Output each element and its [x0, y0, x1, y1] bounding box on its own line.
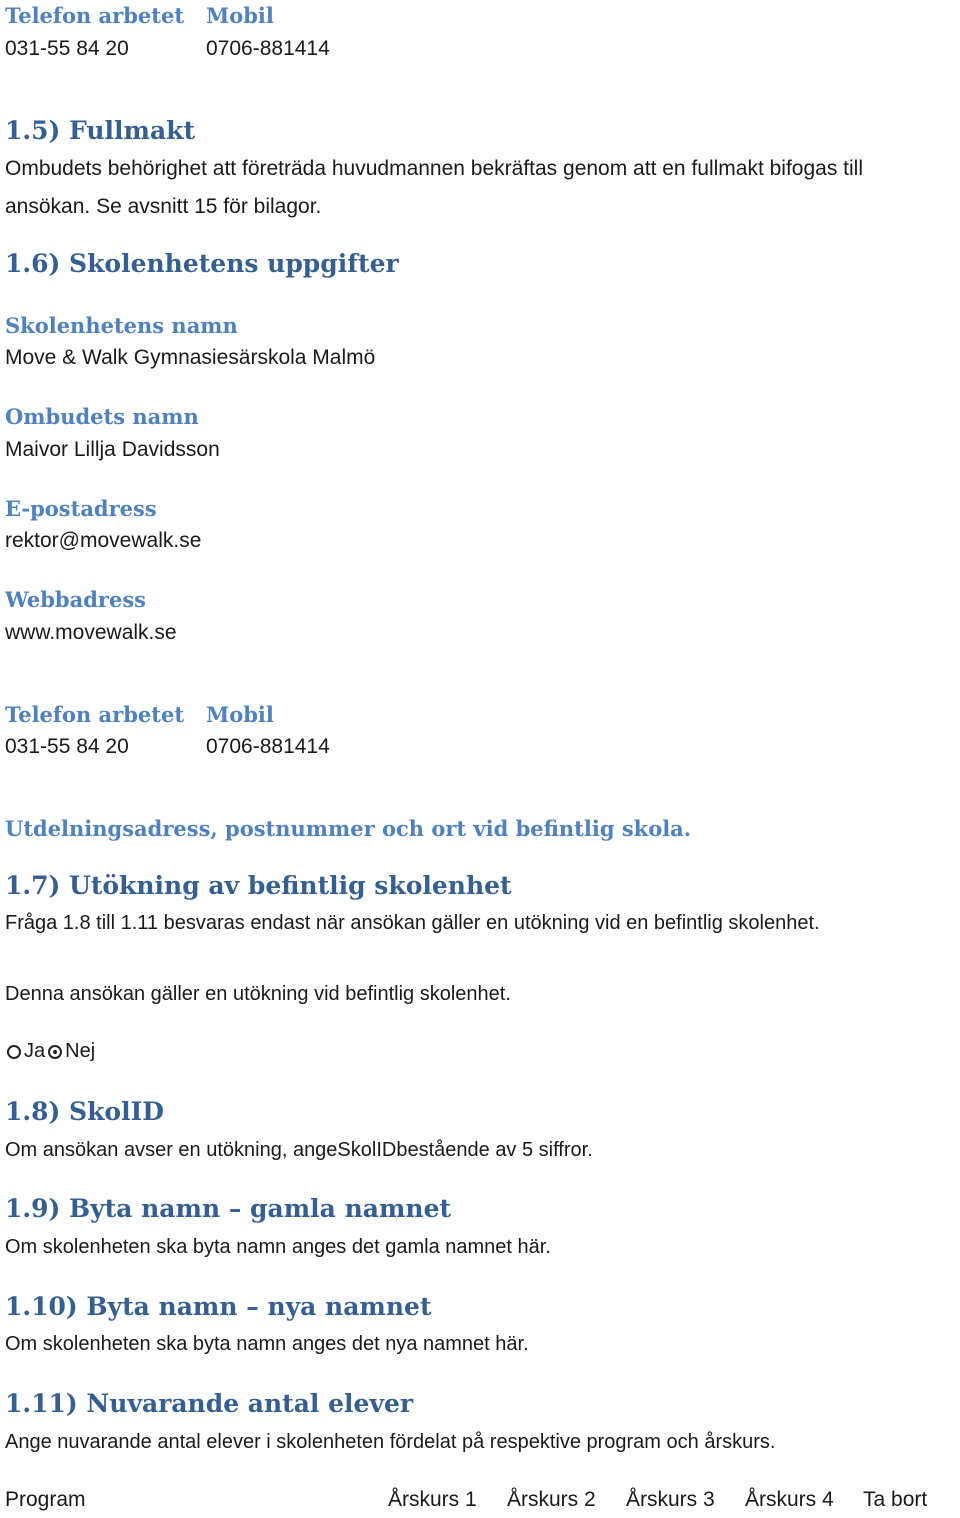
- email-label: E-postadress: [5, 496, 157, 521]
- section-heading-1-5: 1.5) Fullmakt: [5, 116, 196, 145]
- address-label: Utdelningsadress, postnummer och ort vid befintlig skola.: [5, 816, 692, 841]
- school-name-value: Move & Walk Gymnasiesärskola Malmö: [5, 346, 376, 369]
- phone-work-value-2: 031-55 84 20: [5, 735, 129, 758]
- section-heading-1-11: 1.11) Nuvarande antal elever: [5, 1389, 414, 1418]
- expansion-question: Denna ansökan gäller en utökning vid befintlig skolenhet.: [5, 983, 511, 1005]
- radio-no-label: Nej: [65, 1040, 96, 1062]
- radio-no[interactable]: [48, 1045, 62, 1059]
- section-heading-1-6: 1.6) Skolenhetens uppgifter: [5, 249, 399, 278]
- table-header-arskurs-4: Årskurs 4: [745, 1488, 834, 1511]
- section-heading-1-9: 1.9) Byta namn – gamla namnet: [5, 1194, 452, 1223]
- mobile-value-2: 0706-881414: [206, 735, 330, 758]
- section-heading-1-8: 1.8) SkolID: [5, 1097, 164, 1126]
- section-heading-1-7: 1.7) Utökning av befintlig skolenhet: [5, 871, 512, 900]
- table-header-arskurs-3: Årskurs 3: [626, 1488, 715, 1511]
- expansion-note: Fråga 1.8 till 1.11 besvaras endast när ansökan gäller en utökning vid en befintlig skolenhet.: [5, 912, 820, 934]
- mobile-label: Mobil: [206, 3, 274, 28]
- fullmakt-text-line-2: ansökan. Se avsnitt 15 för bilagor.: [5, 195, 322, 218]
- student-count-text: Ange nuvarande antal elever i skolenheten fördelat på respektive program och årskurs.: [5, 1431, 776, 1453]
- section-heading-1-10: 1.10) Byta namn – nya namnet: [5, 1292, 432, 1321]
- agent-name-value: Maivor Lillja Davidsson: [5, 438, 220, 461]
- radio-yes-label: Ja: [24, 1040, 46, 1062]
- agent-name-label: Ombudets namn: [5, 404, 199, 429]
- expansion-radio-group: [7, 1040, 95, 1063]
- table-header-remove: Ta bort: [863, 1488, 928, 1511]
- email-value: rektor@movewalk.se: [5, 529, 202, 552]
- phone-work-label-2: Telefon arbetet: [5, 702, 185, 727]
- skolid-text: Om ansökan avser en utökning, angeSkolIDbestående av 5 siffror.: [5, 1139, 593, 1161]
- new-name-text: Om skolenheten ska byta namn anges det nya namnet här.: [5, 1333, 529, 1355]
- web-label: Webbadress: [5, 587, 146, 612]
- table-header-arskurs-1: Årskurs 1: [388, 1488, 477, 1511]
- old-name-text: Om skolenheten ska byta namn anges det gamla namnet här.: [5, 1236, 551, 1258]
- mobile-value: 0706-881414: [206, 37, 330, 60]
- phone-work-value: 031-55 84 20: [5, 37, 129, 60]
- mobile-label-2: Mobil: [206, 702, 274, 727]
- table-header-arskurs-2: Årskurs 2: [507, 1488, 596, 1511]
- table-header-program: Program: [5, 1488, 86, 1511]
- school-name-label: Skolenhetens namn: [5, 313, 238, 338]
- web-value: www.movewalk.se: [5, 621, 177, 644]
- phone-work-label: Telefon arbetet: [5, 3, 185, 28]
- fullmakt-text-line-1: Ombudets behörighet att företräda huvudmannen bekräftas genom att en fullmakt bifogas till: [5, 157, 864, 180]
- radio-yes[interactable]: [7, 1045, 21, 1059]
